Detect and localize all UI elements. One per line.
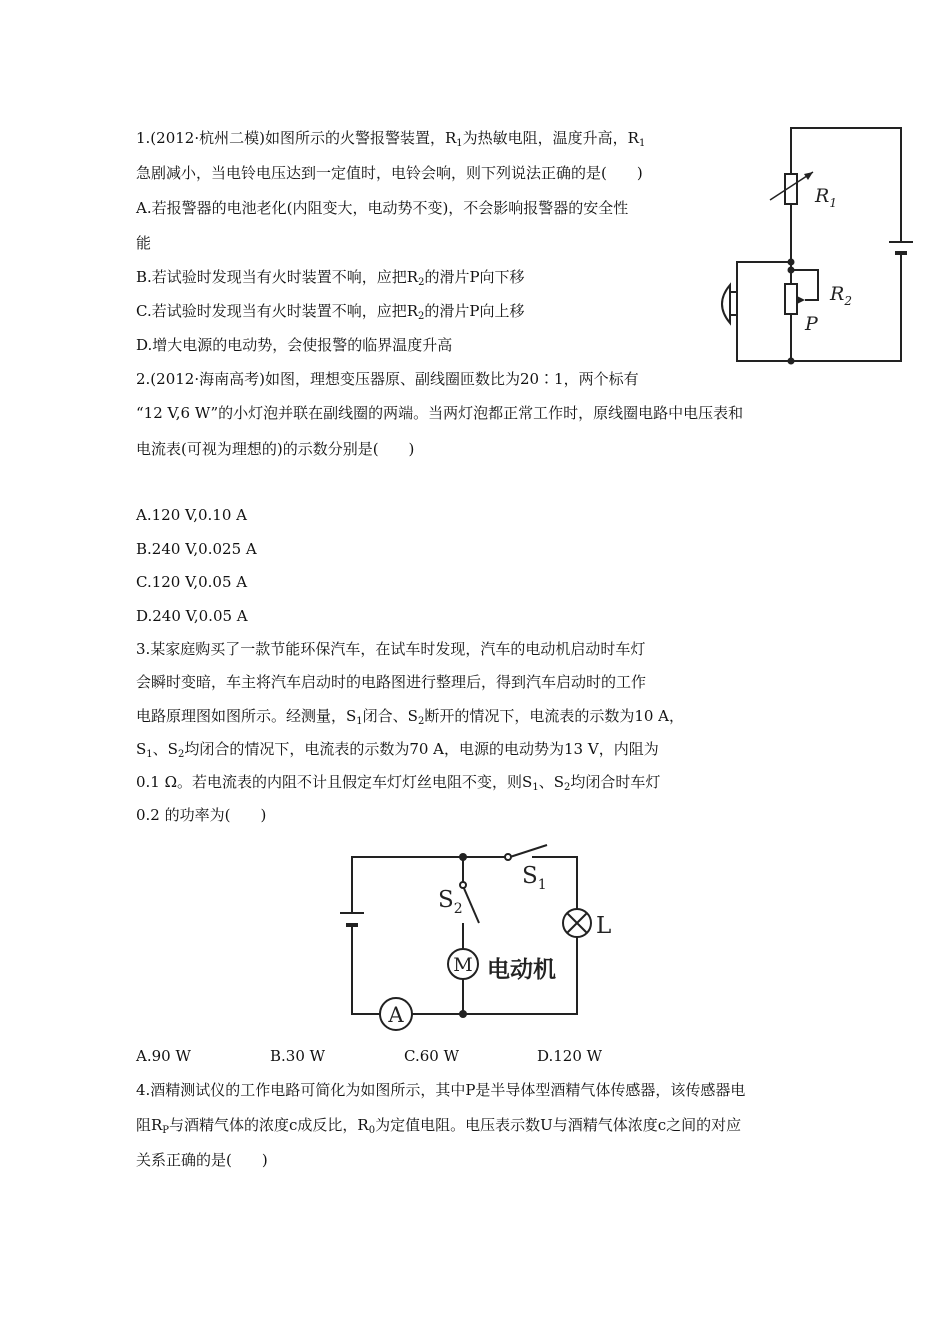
q2-line-2: “12 V,6 W”的小灯泡并联在副线圈的两端。当两灯泡都正常工作时，原线圈电路中电压表和 [136, 404, 744, 422]
q3-s2-label: $S_2$ [438, 887, 463, 917]
q3-motor-label: 电动机 [487, 956, 556, 983]
q3-junction-top [459, 853, 467, 861]
q4-line-3: 关系正确的是( ) [136, 1151, 268, 1169]
q1-junction-bottom [788, 358, 795, 365]
q3-option-a: A.90 W [136, 1047, 191, 1065]
q1-bell-icon [722, 285, 730, 323]
q3-wire-s1-blade [510, 845, 547, 857]
q3-line-5: 0.1 Ω。若电流表的内阻不计且假定车灯灯丝电阻不变，则$S_1$、$S_2$均闭合时车灯 [136, 773, 661, 793]
q3-lamp-icon [563, 909, 591, 937]
q4-line-2: 阻$R_P$与酒精气体的浓度c成反比，$R_0$为定值电阻。电压表示数U与酒精气体浓度c之间的对应 [136, 1116, 742, 1136]
q1-wire-top [791, 128, 901, 250]
q3-line-3: 电路原理图如图所示。经测量，$S_1$闭合、$S_2$断开的情况下，电流表的示数为10 A， [136, 707, 685, 727]
q1-p-label: P [805, 313, 818, 335]
q1-junction-r2 [788, 267, 795, 274]
q1-junction-top [788, 259, 795, 266]
q1-battery [889, 242, 913, 253]
q1-option-d: D.增大电源的电动势，会使报警的临界温度升高 [136, 336, 453, 354]
q3-lamp-label: L [596, 913, 612, 939]
q1-line-2: 急剧减小，当电铃电压达到一定值时，电铃会响，则下列说法正确的是( ) [136, 164, 643, 182]
q1-option-a: A.若报警器的电池老化(内阻变大，电动势不变)，不会影响报警器的安全性 [136, 199, 629, 217]
q3-wire-s2-blade [463, 886, 479, 923]
q3-option-b: B.30 W [270, 1047, 326, 1065]
q3-battery [340, 913, 364, 925]
q1-option-a-cont: 能 [136, 234, 152, 252]
q3-junction-bottom [459, 1010, 467, 1018]
q3-s2-contact [460, 882, 466, 888]
q1-r2-label: $R_2$ [830, 283, 852, 308]
q2-option-b: B.240 V,0.025 A [136, 540, 257, 558]
q4-line-1: 4.酒精测试仪的工作电路可简化为如图所示，其中P是半导体型酒精气体传感器，该传感器电 [136, 1081, 746, 1099]
q3-ammeter-symbol: A [388, 1003, 404, 1027]
q3-s1-contact [505, 854, 511, 860]
q2-option-c: C.120 V,0.05 A [136, 573, 248, 591]
q2-line-1: 2.(2012·海南高考)如图，理想变压器原、副线圈匝数比为20∶1，两个标有 [136, 370, 639, 388]
q1-line-1: 1.(2012·杭州二模)如图所示的火警报警装置，$R_1$为热敏电阻，温度升高，$R_1$ [136, 129, 646, 149]
q3-line-2: 会瞬时变暗，车主将汽车启动时的电路图进行整理后，得到汽车启动时的工作 [136, 673, 647, 691]
q1-option-b: B.若试验时发现当有火时装置不响，应把$R_2$的滑片P向下移 [136, 268, 525, 288]
q1-fire-alarm-circuit [700, 120, 920, 370]
q3-line-1: 3.某家庭购买了一款节能环保汽车，在试车时发现，汽车的电动机启动时车灯 [136, 640, 646, 658]
q3-option-c: C.60 W [404, 1047, 459, 1065]
q3-line-4: $S_1$、$S_2$均闭合的情况下，电流表的示数为70 A，电源的电动势为13 V，内阻为 [136, 740, 659, 760]
q1-r1-label: $R_1$ [815, 185, 837, 210]
q2-option-d: D.240 V,0.05 A [136, 607, 248, 625]
q3-car-start-circuit [340, 845, 630, 1030]
q1-r2-resistor [785, 284, 797, 314]
q3-line-6: 0.2 的功率为( ) [136, 806, 267, 824]
q3-option-d: D.120 W [537, 1047, 603, 1065]
q1-r2-slider-arrow [797, 296, 805, 304]
q1-option-c: C.若试验时发现当有火时装置不响，应把$R_2$的滑片P向上移 [136, 302, 525, 322]
q2-line-3: 电流表(可视为理想的)的示数分别是( ) [136, 440, 415, 458]
q2-option-a: A.120 V,0.10 A [136, 506, 247, 524]
q3-motor-symbol: M [453, 954, 473, 976]
q1-wire-bell [730, 292, 737, 315]
q3-s1-label: $S_1$ [522, 863, 547, 893]
q3-wire-left-bottom [352, 925, 380, 1014]
